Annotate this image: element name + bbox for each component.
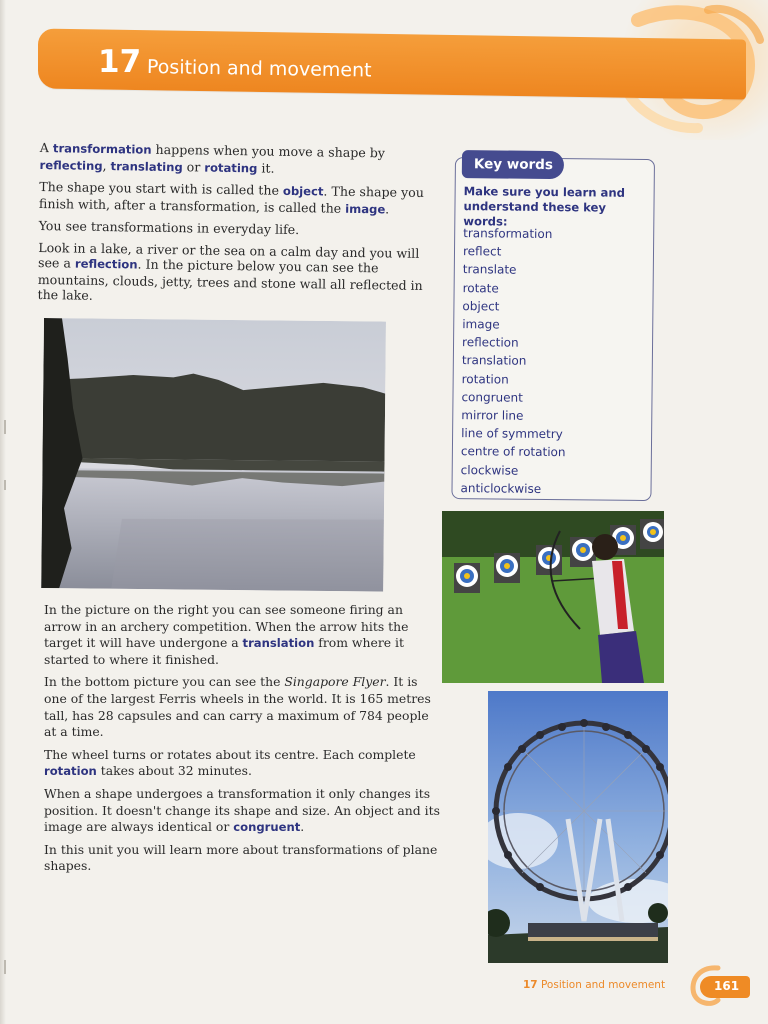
footer-unit-label [523,979,665,991]
page-edge [0,0,6,1024]
text-run: The shape you start with is called the [39,178,284,198]
text-run: Look in a lake, a river or the sea on a calm day and you will see a [37,239,420,271]
footer-unit-title: Position and movement [540,979,666,991]
key-word: reflection [74,256,138,272]
text-run: , [102,157,111,173]
text-run: In the bottom picture you can see the [44,674,285,690]
text-run: it. [257,159,275,176]
edge-mark [4,420,6,434]
text-run: In the picture on the right you can see someone firing an arrow in an archery competition. When the arrow hits the target it will have undergone a [44,602,409,651]
key-word-item: reflect [462,244,502,259]
body-paragraph [44,842,442,875]
key-word-item: translation [461,353,527,369]
key-word-item: anticlockwise [460,480,542,496]
archery-photo [442,511,664,683]
intro-paragraph [39,218,437,240]
key-word: translation [242,636,315,651]
key-words-instruction: Make sure you learn and understand these key words: [463,184,626,229]
text-run: A [39,140,54,156]
text-run: . [385,200,390,216]
key-word-item: clockwise [460,462,519,478]
footer-unit-number: 17 [523,979,538,991]
key-word: object [282,183,324,199]
key-word: reflecting [39,157,103,173]
key-word: rotating [204,160,258,175]
text-run: . It is one of the largest Ferris wheels in the world. It is 165 metres tall, has 28 capsules and can carry a maximum of 784 people at a time. [44,674,431,740]
intro-paragraph [39,140,437,179]
key-word-item: centre of rotation [460,444,566,460]
text-run: When a shape undergoes a transformation it only changes its position. It doesn't change its shape and size. An object and its image are always identical or [44,785,440,835]
unit-banner [38,28,746,99]
text-run: In this unit you will learn more about transformations of plane shapes. [44,841,438,874]
text-run: Singapore Flyer [284,674,386,690]
intro-paragraph [37,239,436,308]
key-word: transformation [52,141,152,157]
intro-paragraph [39,179,437,218]
key-word: rotation [44,764,97,779]
text-run: or [182,158,205,175]
key-word-item: translate [462,262,517,278]
key-words-box [451,157,655,501]
edge-mark [4,480,6,490]
text-run: . In the picture below you can see the mountains, clouds, jetty, trees and stone wall all reflected in the lake. [37,256,423,303]
text-run: takes about 32 minutes. [96,763,252,779]
text-run: . The shape you finish with, after a transformation, is called the [38,183,424,216]
text-run: happens when you move a shape by [151,141,386,161]
key-words-list [460,224,567,498]
body-text [44,602,442,881]
key-word-item: object [462,298,500,314]
lake-reflection-photo [41,318,386,592]
key-word-item: rotate [462,280,499,296]
key-words-title: Key words [462,150,564,179]
key-word-item: mirror line [461,408,524,423]
text-run: The wheel turns or rotates about its centre. Each complete [44,746,416,762]
text-run: from where it started to where it finished. [44,635,404,667]
text-run: . [300,819,305,835]
singapore-flyer-photo [488,691,668,963]
key-word-item: congruent [461,389,523,405]
edge-mark [4,960,6,974]
key-word: image [345,201,386,216]
body-paragraph [44,786,442,836]
unit-title: Position and movement [146,56,372,82]
body-paragraph [44,602,442,668]
intro-text [37,140,438,315]
key-word-item: rotation [461,371,509,387]
key-word-item: image [462,317,500,332]
key-word-item: reflection [461,335,519,350]
body-paragraph [44,674,442,740]
page-number: 161 [714,979,740,993]
text-run: You see transformations in everyday life. [38,217,300,238]
unit-number: 17 [98,44,142,80]
key-word: translating [110,158,183,174]
key-word: congruent [233,820,301,835]
body-paragraph [44,747,442,780]
key-word-item: line of symmetry [461,426,563,442]
key-word-item: transformation [463,226,553,242]
